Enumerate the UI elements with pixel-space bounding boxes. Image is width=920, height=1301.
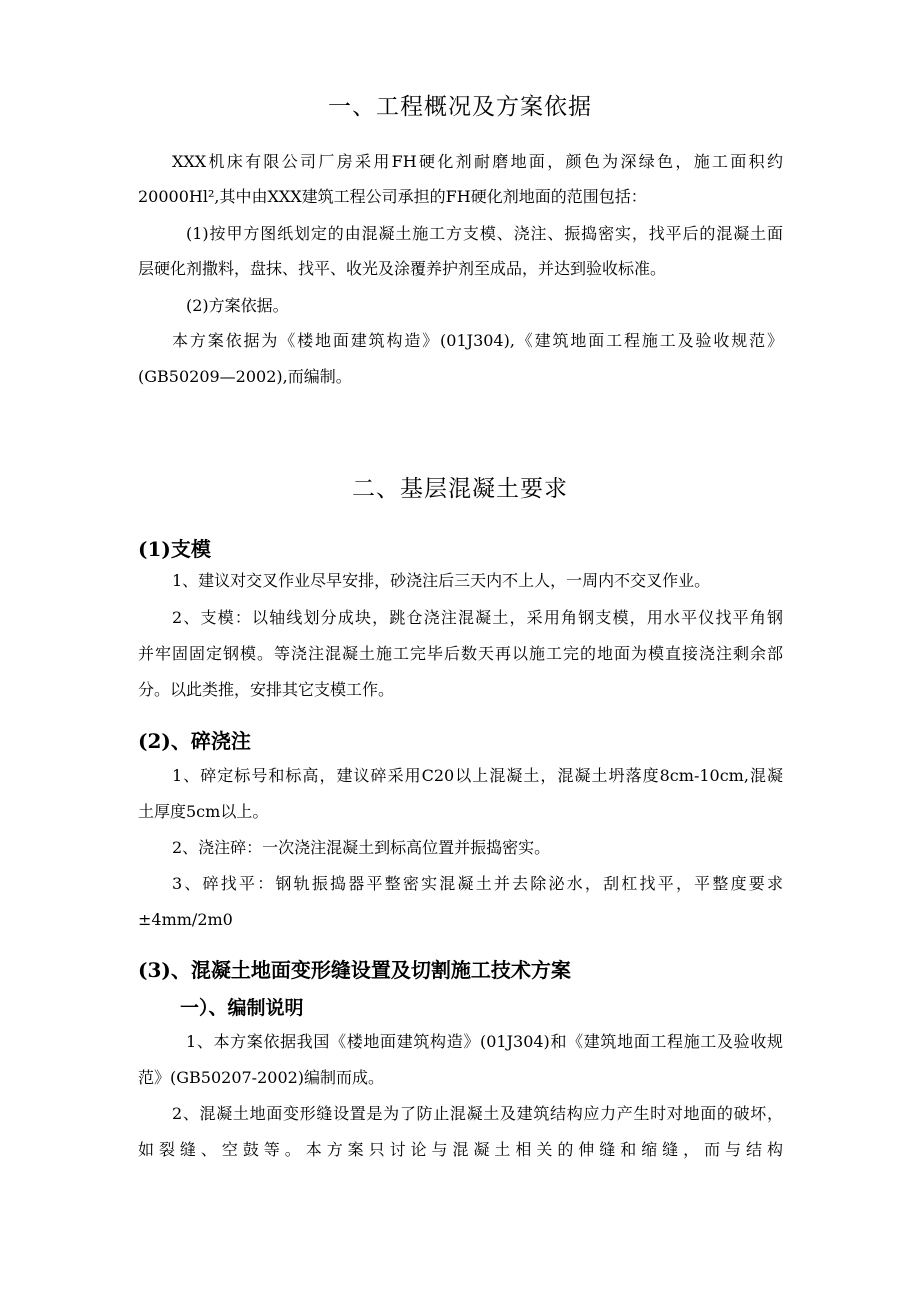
- subsection3-paragraph1-line1: 1、本方案依据我国《楼地面建筑构造》(01J304)和《建筑地面工程施工及验收规: [186, 1032, 783, 1051]
- section1-paragraph3: (2)方案依据。: [186, 296, 289, 315]
- section2-title: 二、基层混凝土要求: [352, 476, 568, 502]
- subsection3-subheading: 一）、编制说明: [180, 997, 304, 1019]
- subsection3-number: (3): [138, 958, 171, 982]
- subsection1-paragraph1: 1、建议对交叉作业尽早安排，砂浇注后三天内不上人，一周内不交叉作业。: [172, 571, 711, 590]
- subsection2-heading: [138, 725, 251, 754]
- subsection3-paragraph2-line1: 2、混凝土地面变形缝设置是为了防止混凝土及建筑结构应力产生时对地面的破坏，: [172, 1104, 783, 1123]
- subsection2-paragraph2: 2、浇注碎：一次浇注混凝土到标高位置并振捣密实。: [172, 838, 551, 857]
- section1-paragraph4-line1: 本方案依据为《楼地面建筑构造》(01J304),《建筑地面工程施工及验收规范》: [172, 331, 783, 350]
- section1-title: 一、工程概况及方案依据: [328, 94, 592, 120]
- subsection2-paragraph3-line2: ±4mm∕2m0: [138, 910, 233, 929]
- subsection2-paragraph1-line2: 土厚度5cm以上。: [138, 802, 269, 821]
- subsection2-paragraph3-line1: 3、碎找平：钢轨振捣器平整密实混凝土并去除泌水，刮杠找平，平整度要求: [172, 874, 783, 893]
- section1-paragraph4-line2: (GB50209—2002),而编制。: [138, 367, 352, 386]
- section1-paragraph1-line1: XXX机床有限公司厂房采用FH硬化剂耐磨地面，颜色为深绿色，施工面积约: [172, 152, 783, 171]
- subsection3-heading: [138, 954, 571, 983]
- subsection1-paragraph2-line2: 并牢固固定钢模。等浇注混凝土施工完毕后数天再以施工完的地面为模直接浇注剩余部: [138, 644, 783, 663]
- section1-paragraph2-line2: 层硬化剂撒料，盘抹、找平、收光及涂覆养护剂至成品，并达到验收标准。: [138, 259, 667, 278]
- subsection3-paragraph2-line2: 如裂缝、空鼓等。本方案只讨论与混凝土相关的伸缝和缩缝，而与结构: [138, 1140, 783, 1159]
- subsection2-text: 、碎浇注: [170, 729, 251, 753]
- section1-paragraph2-line1: (1)按甲方图纸划定的由混凝土施工方支模、浇注、振捣密实，找平后的混凝土面: [186, 224, 783, 243]
- subsection3-text: 、混凝土地面变形缝设置及切割施工技术方案: [170, 958, 571, 982]
- subsection1-text: 支模: [170, 537, 211, 561]
- subsection2-number: (2): [138, 729, 171, 753]
- section1-paragraph1-line2: 20000Hl²,其中由XXX建筑工程公司承担的FH硬化剂地面的范围包括：: [138, 187, 647, 206]
- subsection1-paragraph2-line1: 2、支模：以轴线划分成块，跳仓浇注混凝土，采用角钢支模，用水平仪找平角钢: [172, 608, 783, 627]
- subsection2-paragraph1-line1: 1、碎定标号和标高，建议碎采用C20以上混凝土，混凝土坍落度8cm-10cm,混凝: [172, 766, 783, 785]
- subsection1-number: (1): [138, 537, 171, 561]
- subsection3-paragraph1-line2: 范》(GB50207-2002)编制而成。: [138, 1068, 385, 1087]
- subsection1-heading: [138, 533, 211, 562]
- subsection1-paragraph2-line3: 分。以此类推，安排其它支模工作。: [138, 680, 395, 699]
